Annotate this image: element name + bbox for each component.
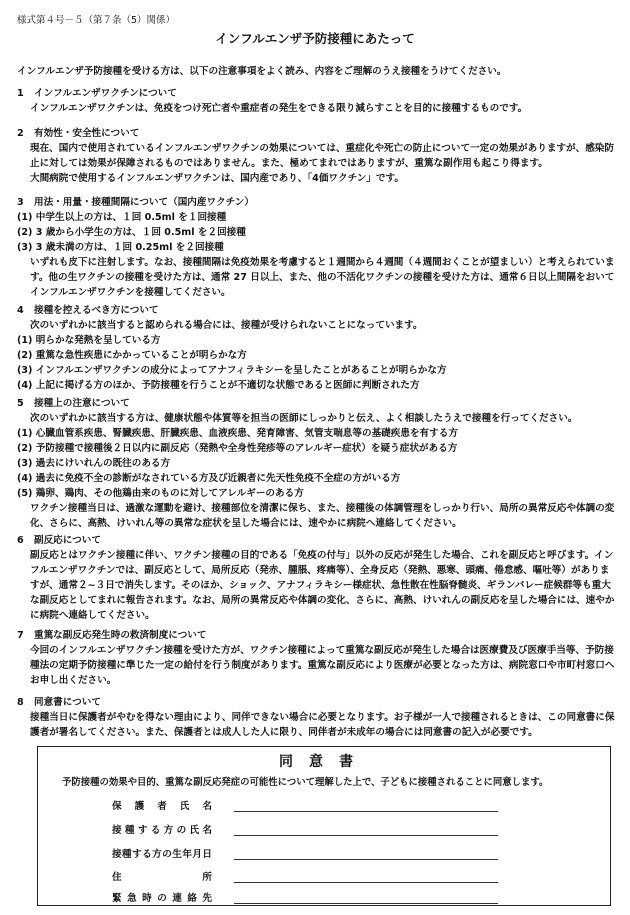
section-2 [17, 126, 617, 186]
section-title: 用法・用量・接種間隔について（国内産ワクチン） [34, 197, 254, 208]
list-item: (5) 鶏卵、鶏肉、その他鶏由来のものに対してアレルギーのある方 [17, 488, 304, 499]
list-item: (3) 3 歳未満の方は、１回 0.25ml を２回接種 [17, 242, 224, 253]
section-heading [17, 533, 617, 548]
address-field[interactable] [112, 869, 582, 885]
field-label: 接種する方の氏名 [112, 825, 212, 836]
section-number: 8 [17, 697, 24, 708]
section-5 [17, 396, 617, 531]
consent-title: 同意書 [279, 754, 369, 770]
field-label: 緊急時の連絡先 [112, 893, 212, 904]
list-item: (3) インフルエンザワクチンの成分によってアナフィラキシーを呈したことがあることが明らかな方 [17, 365, 447, 376]
signature-line[interactable] [234, 903, 498, 904]
list-item: (1) 中学生以上の方は、１回 0.5ml を１回接種 [17, 212, 227, 223]
section-heading [17, 126, 617, 141]
list-item: (1) 心臓血管系疾患、腎臓疾患、肝臓疾患、血液疾患、発育障害、気管支喘息等の基礎疾患を有する方 [17, 428, 458, 439]
section-heading [17, 86, 617, 101]
section-8 [17, 695, 617, 740]
section-paragraph: 副反応とはワクチン接種に伴い、ワクチン接種の目的である「免疫の付与」以外の反応が発生した場合、これを副反応と呼びます。インフルエンザワクチンでは、副反応として、局所反応（発赤、腫脹、疼痛等）、全身反応（発熱、悪寒、頭痛、倦怠感、嘔吐等）がありますが、通常２~３日で消失します。そのほか、ショック、アナフィラキシー様症状、急性散在性脳脊髄炎、ギランバレー症候群等も重大な副反応としてまれに報告されます。なお、局所の異常反応や体調の変化、さらに、高熱、けいれんの副反応を呈した場合には、速やかに病院へ連絡してください。 [30, 550, 615, 621]
section-6 [17, 533, 617, 623]
list-item: (4) 上記に掲げる方のほか、予防接種を行うことが不適切な状態であると医師に判断された方 [17, 380, 420, 391]
section-paragraph: インフルエンザワクチンは、免疫をつけ死亡者や重症者の発生をできる限り減らすことを目的に接種するものです。 [30, 103, 528, 114]
section-number: 3 [17, 197, 24, 208]
section-paragraph: 次のいずれかに該当する方は、健康状態や体質等を担当の医師にしっかりと伝え、よく相談したうえで接種を行ってください。 [30, 413, 578, 424]
recipient-name-field[interactable] [112, 822, 582, 838]
document-title: インフルエンザ予防接種にあたって [215, 31, 415, 46]
list-item: (2) 予防接種で接種後２日以内に副反応（発熱や全身性発疹等のアレルギー症状）を疑う症状がある方 [17, 443, 458, 454]
section-title: 同意書について [34, 697, 101, 708]
section-paragraph: 今回のインフルエンザワクチン接種を受けた方が、ワクチン接種によって重篤な副反応が発生した場合は医療費及び医療手当等、予防接種法の定期予防接種に準じた一定の給付を行う制度があります。重篤な副反応により医療が必要となった方は、病院窓口や市町村窓口へお申し出ください。 [30, 645, 615, 686]
section-paragraph: いずれも皮下に注射します。なお、接種間隔は免疫効果を考慮すると１週間から４週間（４週間おくことが望ましい）と考えられています。他の生ワクチンの接種を受けた方は、通常 27 日以上、また、他の不活化ワクチンの接種を受けた方は、通常６日以上間隔をおいてインフルエンザワクチンを接種してください。 [30, 257, 615, 298]
intro-text: インフルエンザ予防接種を受ける方は、以下の注意事項をよく読み、内容をご理解のうえ接種をうけてください。 [17, 66, 507, 77]
section-paragraph: ワクチン接種当日は、過激な運動を避け、接種部位を清潔に保ち、また、接種後の体調管理をしっかり行い、局所の異常反応や体調の変化、さらに、高熱、けいれん等の異常な症状を呈した場合には、速やかに病院へ連絡してください。 [30, 503, 615, 529]
section-7 [17, 628, 617, 688]
list-item: (2) 重篤な急性疾患にかかっていることが明らかな方 [17, 350, 247, 361]
section-number: 2 [17, 128, 24, 139]
section-title: 接種上の注意について [34, 398, 130, 409]
consent-statement: 予防接種の効果や目的、重篤な副反応発症の可能性について理解した上で、子どもに接種されることに同意します。 [62, 777, 549, 788]
field-label: 接種する方の生年月日 [112, 849, 212, 860]
form-number: 様式第４号－５（第７条（5）関係） [17, 15, 176, 26]
section-number: 4 [17, 305, 24, 316]
section-4 [17, 303, 617, 393]
section-paragraph: 現在、国内で使用されているインフルエンザワクチンの効果については、重症化や死亡の防止について一定の効果がありますが、感染防止に対しては効果が保障されるものではありません。また、極めてまれではありますが、重篤な副作用も起こり得ます。 [30, 143, 614, 169]
recipient-birthdate-field[interactable] [112, 846, 582, 862]
guardian-name-field[interactable] [112, 798, 582, 814]
list-item: (1) 明らかな発熱を呈している方 [17, 335, 161, 346]
section-3 [17, 195, 617, 300]
section-heading [17, 695, 617, 710]
section-paragraph: 大間病院で使用するインフルエンザワクチンは、国内産であり、「4価ワクチン」です。 [30, 173, 404, 184]
section-title: 有効性・安全性について [34, 128, 140, 139]
list-item: (4) 過去に免疫不全の診断がなされている方及び近親者に先天性免疫不全症の方がいる方 [17, 473, 401, 484]
consent-form [37, 746, 611, 906]
section-title: 重篤な副反応発生時の救済制度について [34, 630, 207, 641]
section-number: 6 [17, 535, 24, 546]
field-label: 住所 [112, 872, 212, 883]
section-paragraph: 次のいずれかに該当すると認められる場合には、接種が受けられないことになっています。 [30, 320, 423, 331]
section-1 [17, 86, 617, 116]
section-heading [17, 628, 617, 643]
list-item: (2) 3 歳から小学生の方は、１回 0.5ml を２回接種 [17, 227, 246, 238]
section-number: 5 [17, 398, 24, 409]
section-number: 7 [17, 630, 24, 641]
signature-line[interactable] [234, 859, 498, 860]
field-label: 保護者氏名 [112, 801, 212, 812]
section-title: 副反応について [34, 535, 101, 546]
signature-line[interactable] [234, 811, 498, 812]
section-number: 1 [17, 88, 24, 99]
section-heading [17, 303, 617, 318]
list-item: (3) 過去にけいれんの既往のある方 [17, 458, 171, 469]
section-heading [17, 396, 617, 411]
section-heading [17, 195, 617, 210]
signature-line[interactable] [234, 835, 498, 836]
section-paragraph: 接種当日に保護者がやむを得ない理由により、同伴できない場合に必要となります。お子様が一人で接種されるときは、この同意書に保護者が署名してください。また、保護者とは成人した人に限り、同伴者が未成年の場合には同意書の記入が必要です。 [30, 712, 615, 738]
emergency-contact-field[interactable] [112, 890, 582, 906]
section-title: インフルエンザワクチンについて [34, 88, 177, 99]
signature-line[interactable] [234, 882, 498, 883]
section-title: 接種を控えるべき方について [34, 305, 159, 316]
